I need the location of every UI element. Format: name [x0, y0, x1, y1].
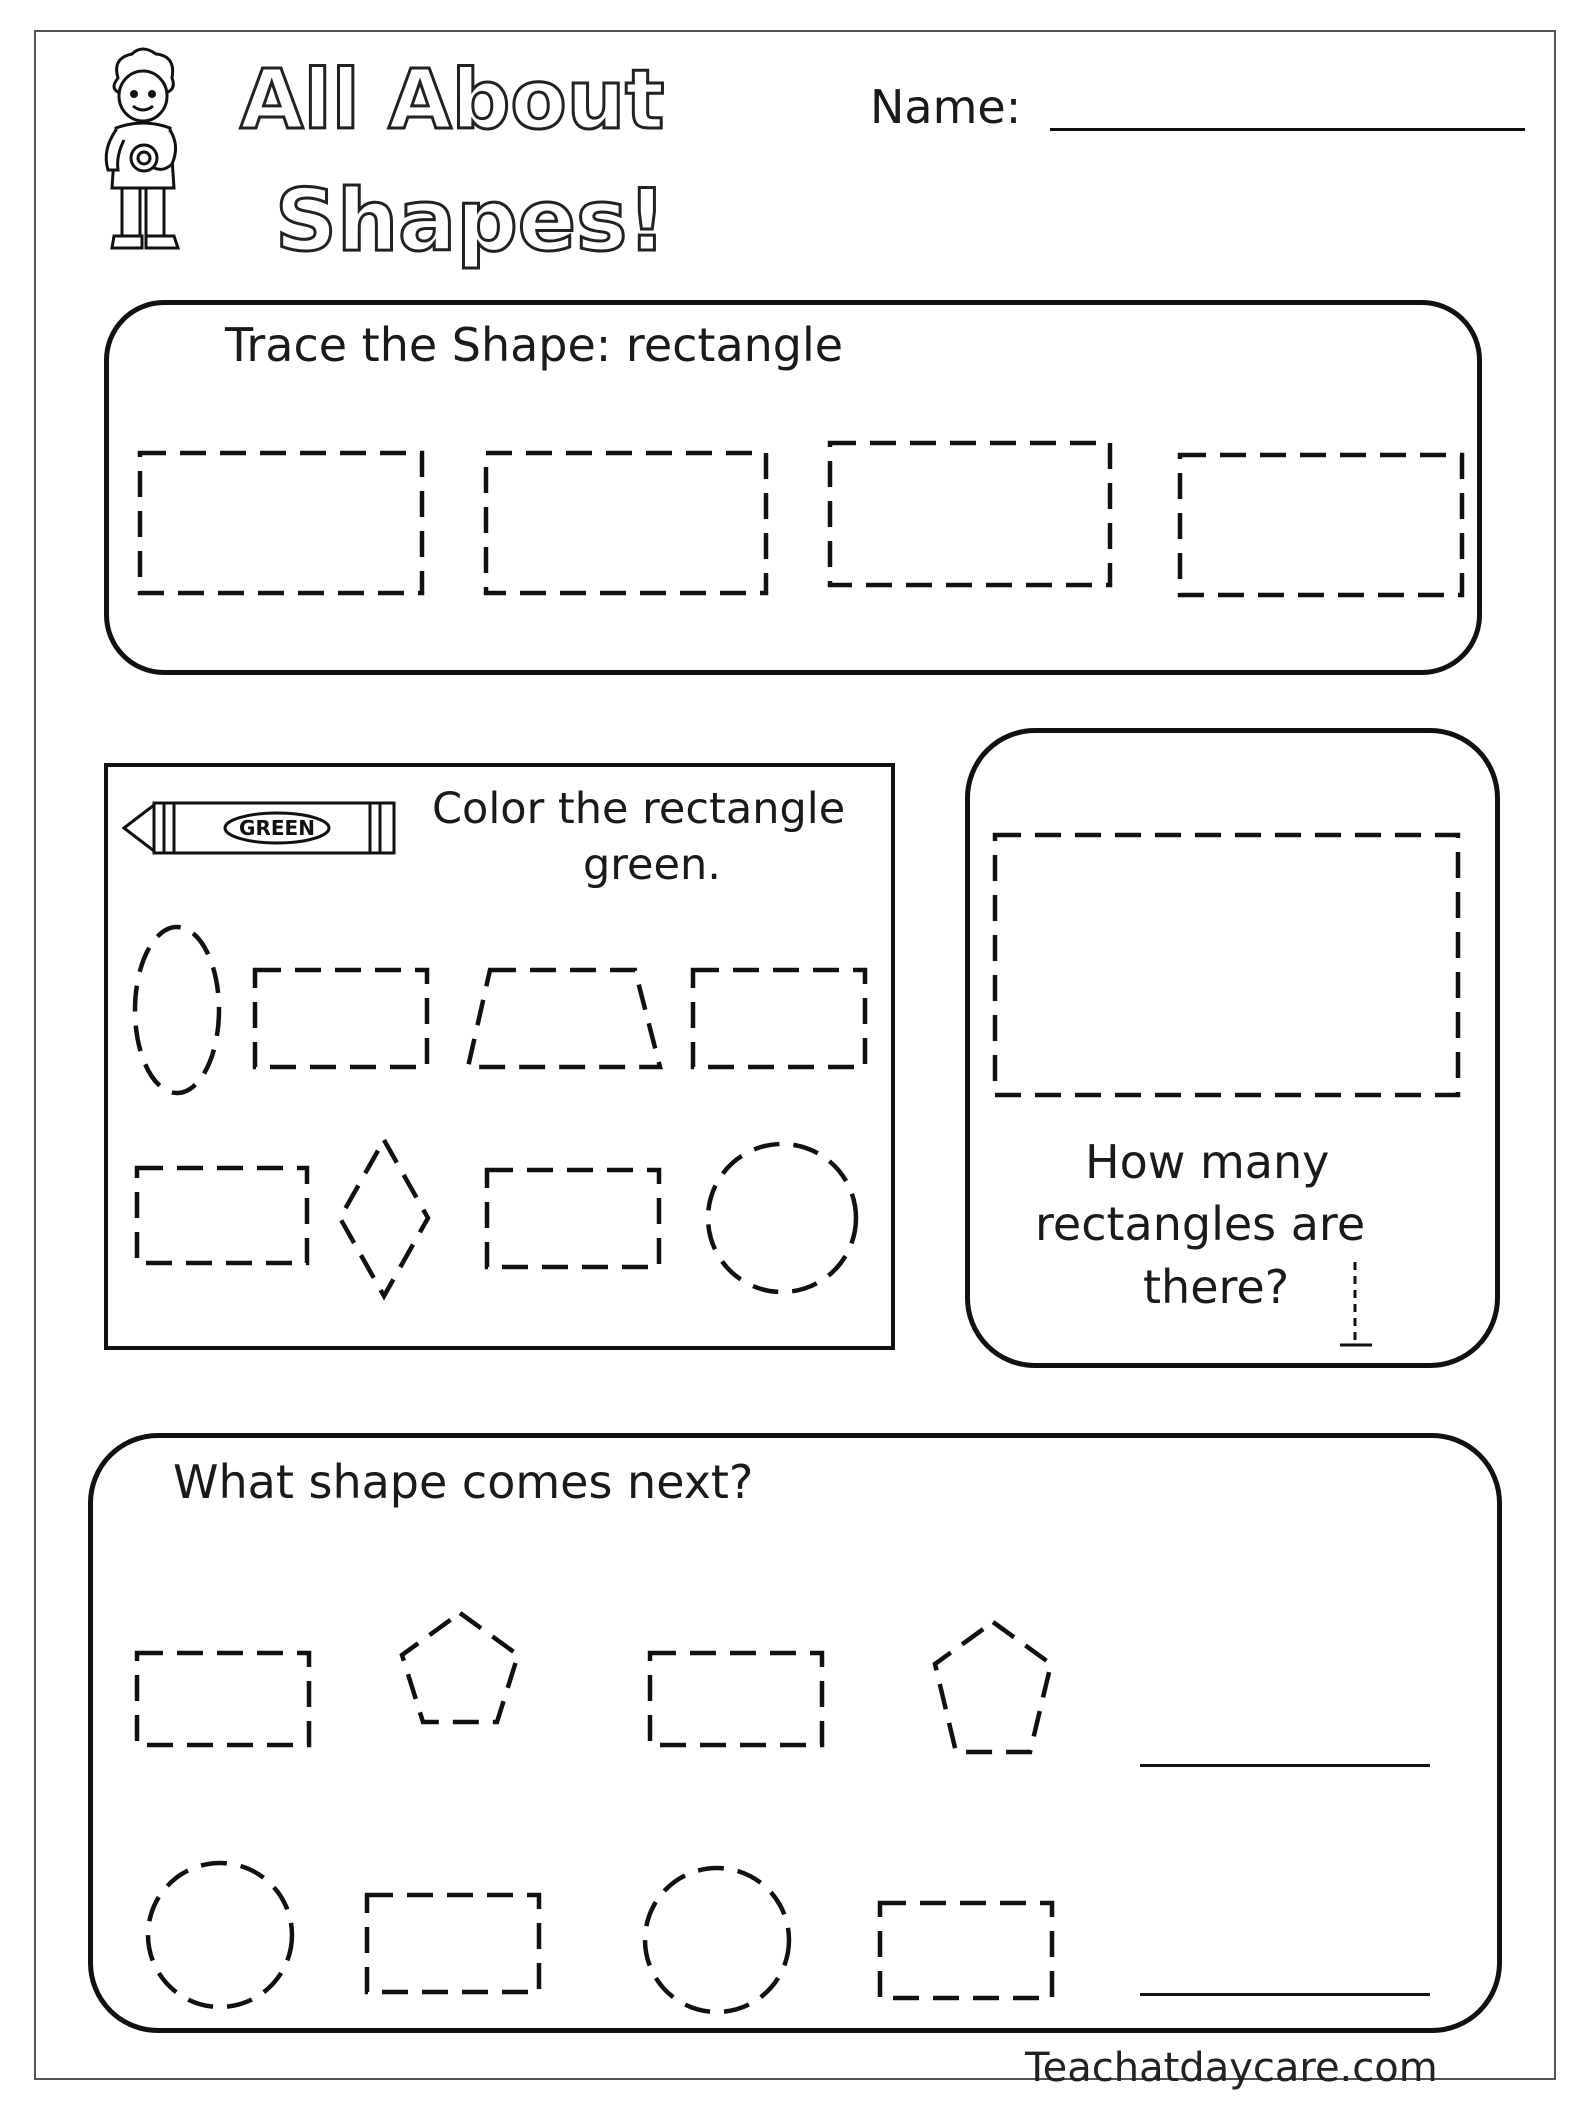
pattern-rectangle: [650, 1653, 822, 1745]
color-instruction-line-1: Color the rectangle: [432, 784, 846, 834]
trace-instruction: Trace the Shape: rectangle: [225, 318, 844, 372]
pattern-question: What shape comes next?: [173, 1455, 754, 1509]
name-label: Name:: [870, 80, 1022, 134]
pattern-rectangle: [137, 1653, 309, 1745]
count-question-line-1: How many: [1085, 1135, 1330, 1189]
title-line-2: Shapes!: [275, 171, 667, 271]
crayon-label: GREEN: [239, 816, 315, 840]
title-line-1: All About: [240, 53, 665, 148]
count-question-line-3: there?: [1143, 1260, 1290, 1314]
pattern-circle: [645, 1868, 789, 2012]
pattern-pentagon: [402, 1613, 518, 1722]
pattern-rectangle: [367, 1895, 539, 1992]
pattern-circle: [148, 1863, 292, 2007]
count-question-line-2: rectangles are: [1035, 1197, 1366, 1251]
pattern-pentagon: [935, 1622, 1051, 1752]
answer-line-row-1[interactable]: [1140, 1764, 1430, 1767]
answer-line-row-2[interactable]: [1140, 1993, 1430, 1996]
color-instruction-line-2: green.: [583, 840, 721, 890]
pattern-rectangle: [880, 1903, 1052, 1998]
footer-credit: Teachatdaycare.com: [1025, 2045, 1438, 2091]
